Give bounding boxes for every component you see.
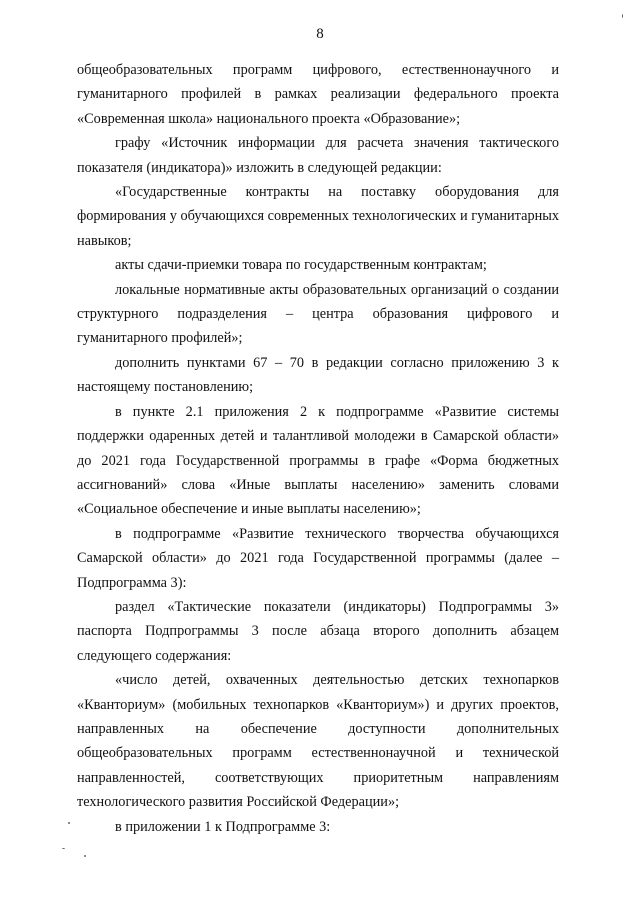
scan-speck	[68, 822, 70, 824]
scan-speck	[62, 848, 65, 849]
paragraph: в пункте 2.1 приложения 2 к подпрограмме «Развитие системы поддержки одаренных детей и талантливой молодежи в Самарской области» до 2021 года Государственной программы в графе «Форма бюджетных ассигнований» слова «Иные выплаты населению» заменить словами «Социальное обеспечение и иные выплаты населению»;	[77, 403, 559, 518]
scan-speck	[84, 855, 86, 857]
paragraph: графу «Источник информации для расчета значения тактического показателя (индикатора)» изложить в следующей редакции:	[77, 135, 559, 176]
paragraph: локальные нормативные акты образовательных организаций о создании структурного подразделения – центра образования цифрового и гуманитарного профилей»;	[77, 281, 559, 347]
paragraph: дополнить пунктами 67 – 70 в редакции согласно приложению 3 к настоящему постановлению;	[77, 354, 559, 396]
paragraph: раздел «Тактические показатели (индикаторы) Подпрограммы 3» паспорта Подпрограммы 3 после абзаца второго дополнить абзацем следующего содержания:	[77, 598, 559, 664]
paragraph: «число детей, охваченных деятельностью детских технопарков «Кванториум» (мобильных технопарков «Кванториум») и других проектов, направленных на обеспечение доступности дополнительных общеобразовательных программ естественнонаучной и технической направленностей, соответствующих приоритетным направлениям технологического развития Российской Федерации»;	[77, 672, 559, 811]
scan-speck	[622, 14, 623, 18]
paragraph: в подпрограмме «Развитие технического творчества обучающихся Самарской области» до 2021 года Государственной программы (далее – Подпрограмма 3):	[77, 525, 559, 591]
paragraph-continuation: общеобразовательных программ цифрового, естественнонаучного и гуманитарного профилей в рамках реализации федерального проекта «Современная школа» национального проекта «Образование»;	[77, 62, 559, 127]
document-body	[77, 58, 559, 839]
page-number: 8	[316, 26, 324, 42]
paragraph: «Государственные контракты на поставку оборудования для формирования у обучающихся современных технологических и гуманитарных навыков;	[77, 184, 559, 249]
paragraph: акты сдачи-приемки товара по государственным контрактам;	[115, 257, 487, 274]
paragraph: в приложении 1 к Подпрограмме 3:	[115, 818, 331, 835]
